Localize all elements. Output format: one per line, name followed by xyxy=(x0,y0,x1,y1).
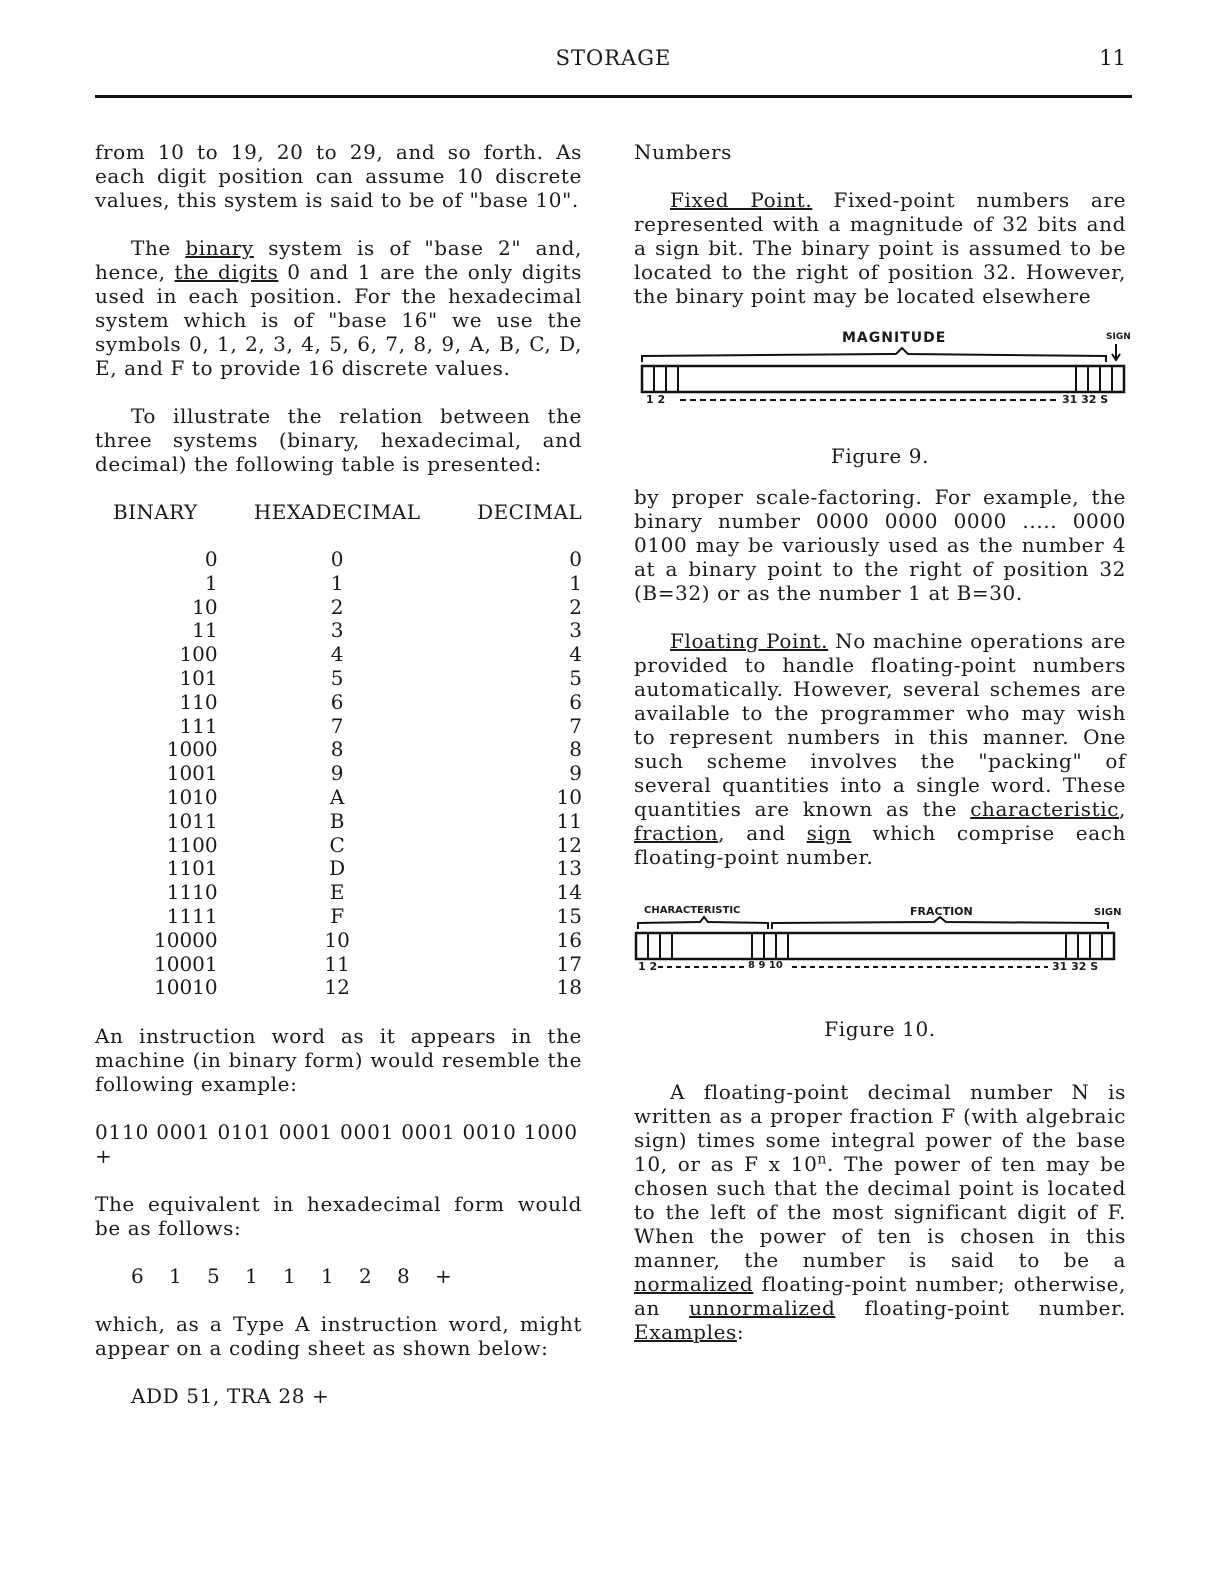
page-number: 11 xyxy=(1099,46,1126,70)
hex-digit: 6 xyxy=(131,1264,144,1289)
binary-cell: 1000 xyxy=(166,737,218,762)
table-row xyxy=(95,953,582,977)
binary-cell: 1111 xyxy=(166,903,218,928)
hex-cell: 6 xyxy=(330,689,344,714)
hex-cell: 5 xyxy=(330,665,344,690)
term-examples: Examples xyxy=(634,1320,737,1344)
table-row xyxy=(95,834,582,858)
decimal-cell: 4 xyxy=(569,642,582,667)
figure-10-caption: Figure 10. xyxy=(824,1017,936,1041)
conversion-table xyxy=(95,500,582,1000)
binary-cell: 10001 xyxy=(154,951,218,976)
text-run: . The power of ten may be chosen such that the decimal point is located to the left of the most significant digit of F. When the power of ten is chosen in this manner, the number is said to be a xyxy=(634,1152,1126,1272)
hex-cell: 2 xyxy=(330,594,344,619)
table-row xyxy=(95,643,582,667)
sign-label: SIGN xyxy=(1106,332,1131,342)
term-unnormalized: unnormalized xyxy=(689,1296,836,1320)
binary-cell: 1 xyxy=(204,570,218,595)
code-example: ADD 51, TRA 28 + xyxy=(131,1384,330,1409)
text-run: system is of "base 2" and, hence, xyxy=(95,236,582,284)
hex-cell: D xyxy=(329,856,346,881)
hex-cell: A xyxy=(329,784,345,809)
decimal-cell: 3 xyxy=(569,618,582,643)
word-box xyxy=(636,933,1114,959)
table-row xyxy=(95,548,582,572)
hex-cell: B xyxy=(329,808,345,833)
text-run: Fixed-point numbers are represented with a magnitude of 32 bits and a sign bit. The binary point is assumed to be located to the right of position 32. However, the binary point may be located elsewhere xyxy=(634,188,1126,308)
decimal-cell: 7 xyxy=(569,713,582,738)
decimal-cell: 15 xyxy=(556,903,582,928)
text-run: , and xyxy=(718,821,807,845)
text-run: 0 and 1 are the only digits used in each position. For the hexadecimal system which is of "base 16" we use the symbols 0, 1, 2, 3, 4, 5, 6, 7, 8, 9, A, B, C, D, E, and F to provide 16 discrete values. xyxy=(95,260,582,380)
magnitude-brace xyxy=(642,348,1106,362)
hex-cell: 12 xyxy=(324,975,350,1000)
figure-9-caption: Figure 9. xyxy=(830,444,930,468)
paragraph-fixed-point xyxy=(634,188,1126,308)
hex-digit: 8 xyxy=(397,1264,410,1289)
hex-cell: F xyxy=(330,903,345,928)
term-binary: binary xyxy=(185,236,254,260)
running-title: STORAGE xyxy=(555,46,672,70)
characteristic-brace xyxy=(638,917,768,929)
figure-9 xyxy=(634,320,1131,485)
hex-digit: 1 xyxy=(321,1264,334,1289)
term-normalized: normalized xyxy=(634,1272,754,1296)
table-row xyxy=(95,715,582,739)
table-header-row xyxy=(95,500,582,524)
binary-cell: 10 xyxy=(192,594,218,619)
binary-cell: 1010 xyxy=(166,784,218,809)
hex-cell: 4 xyxy=(330,642,344,667)
bit-labels-right: 31 32 S xyxy=(1052,960,1099,973)
page-header xyxy=(95,44,1132,74)
numbers-heading: Numbers xyxy=(634,140,733,164)
hex-digit: 2 xyxy=(359,1264,372,1289)
paragraph-hex-equivalent: The equivalent in hexadecimal form would be as follows: xyxy=(95,1192,582,1241)
binary-cell: 11 xyxy=(192,618,218,643)
right-column xyxy=(634,140,1131,1344)
header-rule xyxy=(95,95,1132,98)
decimal-cell: 16 xyxy=(556,927,582,952)
left-column xyxy=(95,140,582,1408)
table-row xyxy=(95,810,582,834)
paragraph-floating-decimal xyxy=(634,1080,1126,1344)
decimal-cell: 10 xyxy=(556,784,582,809)
hex-digit: 1 xyxy=(169,1264,182,1289)
term-characteristic: characteristic xyxy=(970,797,1120,821)
table-row xyxy=(95,667,582,691)
term-sign: sign xyxy=(806,821,852,845)
hex-digit: 5 xyxy=(207,1264,220,1289)
table-row xyxy=(95,857,582,881)
hex-cell: C xyxy=(329,832,345,857)
paragraph-type-a: which, as a Type A instruction word, might appear on a coding sheet as shown below: xyxy=(95,1312,582,1361)
paragraph-table-intro: To illustrate the relation between the three systems (binary, hexadecimal, and decimal) the following table is presented: xyxy=(95,404,582,476)
header-hexadecimal: HEXADECIMAL xyxy=(253,500,421,524)
characteristic-label: CHARACTERISTIC xyxy=(644,905,741,916)
hex-cell: 3 xyxy=(330,618,344,643)
table-row xyxy=(95,976,582,1000)
paragraph-binary xyxy=(95,236,582,380)
table-row xyxy=(95,738,582,762)
hex-cell: 7 xyxy=(330,713,344,738)
table-row xyxy=(95,786,582,810)
hex-cell: 11 xyxy=(324,951,350,976)
table-row xyxy=(95,929,582,953)
decimal-cell: 6 xyxy=(569,689,582,714)
hex-digit: + xyxy=(435,1264,452,1289)
header-binary: BINARY xyxy=(113,500,198,524)
text-run: , xyxy=(1119,797,1126,821)
decimal-cell: 13 xyxy=(556,856,582,881)
decimal-cell: 9 xyxy=(569,761,582,786)
fraction-brace xyxy=(772,917,1108,929)
binary-cell: 1101 xyxy=(166,856,218,881)
table-row xyxy=(95,619,582,643)
fixed-point-title: Fixed Point. xyxy=(670,188,813,212)
text-run: which comprise each floating-point number. xyxy=(634,821,1126,869)
decimal-cell: 11 xyxy=(556,808,582,833)
binary-cell: 1011 xyxy=(166,808,218,833)
binary-cell: 110 xyxy=(179,689,218,714)
table-row xyxy=(95,881,582,905)
table-row xyxy=(95,691,582,715)
decimal-cell: 17 xyxy=(556,951,582,976)
hex-cell: 0 xyxy=(330,547,344,571)
hex-cell: 8 xyxy=(330,737,344,762)
sign-label: SIGN xyxy=(1094,907,1122,918)
text-run: : xyxy=(736,1320,745,1344)
paragraph-instruction-word: An instruction word as it appears in the machine (in binary form) would resemble the following example: xyxy=(95,1024,582,1097)
decimal-cell: 18 xyxy=(556,975,582,1000)
bit-labels-right: 31 32 S xyxy=(1062,393,1109,406)
table-row xyxy=(95,905,582,929)
binary-cell: 0 xyxy=(204,547,218,571)
binary-cell: 1110 xyxy=(166,880,218,905)
table-row xyxy=(95,762,582,786)
binary-cell: 100 xyxy=(179,642,218,667)
hex-digit: 1 xyxy=(245,1264,258,1289)
floating-point-title: Floating Point. xyxy=(670,629,829,653)
table-row xyxy=(95,572,582,596)
table-body xyxy=(95,548,582,1000)
text-run: The xyxy=(131,236,186,260)
decimal-cell: 2 xyxy=(569,594,582,619)
figure-10 xyxy=(634,905,1126,1080)
decimal-cell: 8 xyxy=(569,737,582,762)
paragraph-floating-point xyxy=(634,629,1126,869)
text-run: floating-point number; otherwise, an xyxy=(634,1272,1126,1320)
decimal-cell: 12 xyxy=(556,832,582,857)
hex-cell: 10 xyxy=(324,927,350,952)
binary-cell: 1100 xyxy=(166,832,218,857)
binary-cell: 10000 xyxy=(154,927,218,952)
word-box xyxy=(642,366,1124,392)
binary-cell: 111 xyxy=(179,713,218,738)
binary-cell: 101 xyxy=(179,665,218,690)
decimal-cell: 5 xyxy=(569,665,582,690)
text-run: floating-point number. xyxy=(835,1296,1126,1320)
decimal-cell: 1 xyxy=(569,570,582,595)
bit-labels-left: 1 2 xyxy=(638,960,658,973)
decimal-cell: 14 xyxy=(556,880,582,905)
term-the-digits: the digits xyxy=(174,260,279,284)
term-fraction: fraction xyxy=(634,821,719,845)
exponent-n: n xyxy=(817,1151,828,1168)
hex-digit: 1 xyxy=(283,1264,296,1289)
magnitude-label: MAGNITUDE xyxy=(842,330,947,346)
fraction-label: FRACTION xyxy=(910,905,973,918)
text-run: No machine operations are provided to handle floating-point numbers automatically. However, several schemes are available to the programmer who may wish to represent numbers in this manner. One such scheme involves the "packing" of several quantities into a single word. These quantities are known as the xyxy=(634,629,1126,821)
decimal-cell: 0 xyxy=(569,547,582,571)
paragraph-scale-factoring: by proper scale-factoring. For example, the binary number 0000 0000 0000 ..... 0000 0100 may be variously used as the number 4 at a binary point to the right of position 32 (B=32) or as the number 1 at B=30. xyxy=(634,485,1126,605)
text-run: A floating-point decimal number N is written as a proper fraction F (with algebraic sign) times some integral power of the base 10, or as F x 10 xyxy=(634,1080,1126,1176)
bit-labels-left: 1 2 xyxy=(646,393,666,406)
binary-example: 0110 0001 0101 0001 0001 0001 0010 1000 + xyxy=(95,1120,578,1169)
table-row xyxy=(95,596,582,620)
hex-cell: E xyxy=(329,880,345,905)
header-decimal: DECIMAL xyxy=(477,500,582,524)
binary-cell: 10010 xyxy=(154,975,218,1000)
hex-example xyxy=(95,1264,582,1288)
hex-cell: 1 xyxy=(330,570,344,595)
binary-cell: 1001 xyxy=(166,761,218,786)
bit-labels-mid: 8 9 10 xyxy=(748,960,783,971)
hex-cell: 9 xyxy=(330,761,344,786)
paragraph-base-ten: from 10 to 19, 20 to 29, and so forth. As each digit position can assume 10 discrete values, this system is said to be of "base 10". xyxy=(95,140,582,212)
